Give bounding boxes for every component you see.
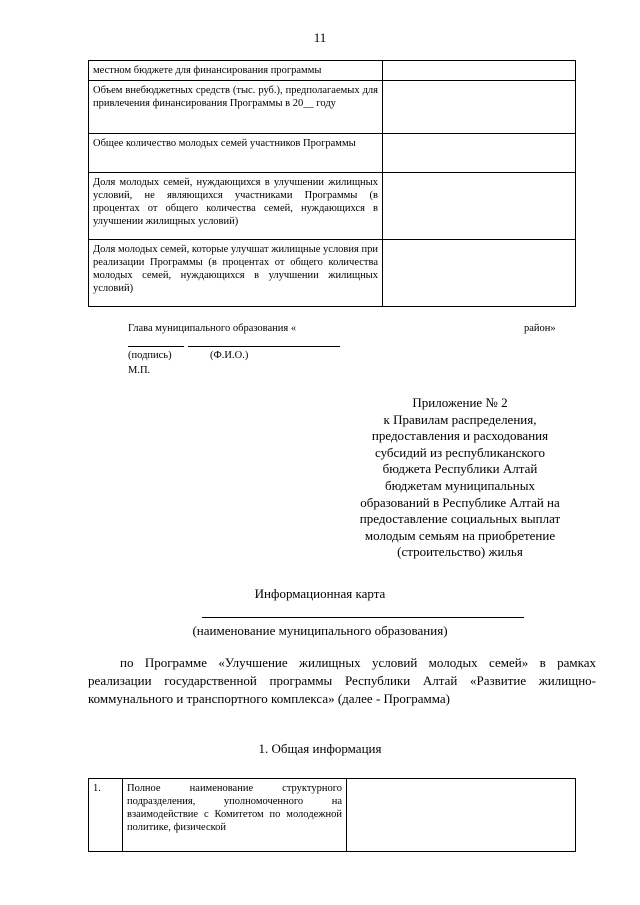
signature-caption: (подпись) (128, 350, 172, 361)
appendix-line: бюджетам муниципальных (385, 477, 535, 493)
table-cell-label: местном бюджете для финансирования программы (89, 61, 383, 81)
general-info-table (88, 778, 576, 852)
table-cell-value (347, 779, 576, 852)
table-row (89, 173, 576, 240)
table-cell-value (383, 61, 576, 81)
table-row (89, 61, 576, 81)
top-table (88, 60, 576, 307)
table-cell-value (383, 134, 576, 173)
table-row (89, 240, 576, 307)
appendix-line: предоставление социальных выплат (359, 511, 561, 527)
head-of-municipality-label: Глава муниципального образования « (128, 323, 297, 334)
appendix-line: к Правилам распределения, (383, 411, 537, 427)
appendix-line: образований в Республике Алтай на (360, 494, 560, 510)
appendix-title: Приложение № 2 (412, 395, 508, 410)
municipality-caption: (наименование муниципального образования) (192, 623, 448, 638)
program-paragraph: по Программе «Улучшение жилищных условий молодых семей» в рамках реализации государственной программы Республики Алтай «Развитие жилищно-коммунального и транспортного комплекса» (далее - Программа) (88, 655, 596, 706)
signature-line (128, 346, 184, 347)
appendix-line: (строительство) жилья (397, 544, 523, 560)
fio-line (188, 346, 340, 347)
appendix-line: предоставления и расходования (371, 428, 549, 444)
appendix-line: молодым семьям на приобретение (364, 527, 556, 543)
table-cell-label: Полное наименование структурного подразделения, уполномоченного на взаимодействие с Комитетом по молодежной политике, физической (123, 779, 347, 852)
table-cell-value (383, 81, 576, 134)
district-label: район» (524, 323, 556, 334)
appendix-block (340, 395, 580, 561)
page-number: 11 (313, 30, 327, 45)
info-card-title: Информационная карта (254, 586, 386, 601)
table-cell-label: Объем внебюджетных средств (тыс. руб.), предполагаемых для привлечения финансирования Программы в 20__ году (89, 81, 383, 134)
section-title: 1. Общая информация (258, 741, 382, 756)
table-cell-value (383, 173, 576, 240)
municipality-name-line (202, 617, 524, 618)
appendix-line: субсидий из республиканского (374, 444, 546, 460)
table-cell-label: Доля молодых семей, которые улучшат жилищные условия при реализации Программы (в процентах от общего количества молодых семей, нуждающихся в улучшении жилищных условий) (89, 240, 383, 307)
fio-caption: (Ф.И.О.) (210, 350, 249, 361)
row-number: 1. (89, 779, 123, 852)
table-row (89, 81, 576, 134)
appendix-line: бюджета Республики Алтай (382, 461, 538, 477)
table-cell-label: Общее количество молодых семей участников Программы (89, 134, 383, 173)
table-cell-label: Доля молодых семей, нуждающихся в улучшении жилищных условий, не являющихся участниками Программы (в процентах от общего количества семей, нуждающихся в улучшении жилищных условий) (89, 173, 383, 240)
table-row (89, 779, 576, 852)
table-cell-value (383, 240, 576, 307)
seal-label: М.П. (128, 365, 151, 376)
table-row (89, 134, 576, 173)
